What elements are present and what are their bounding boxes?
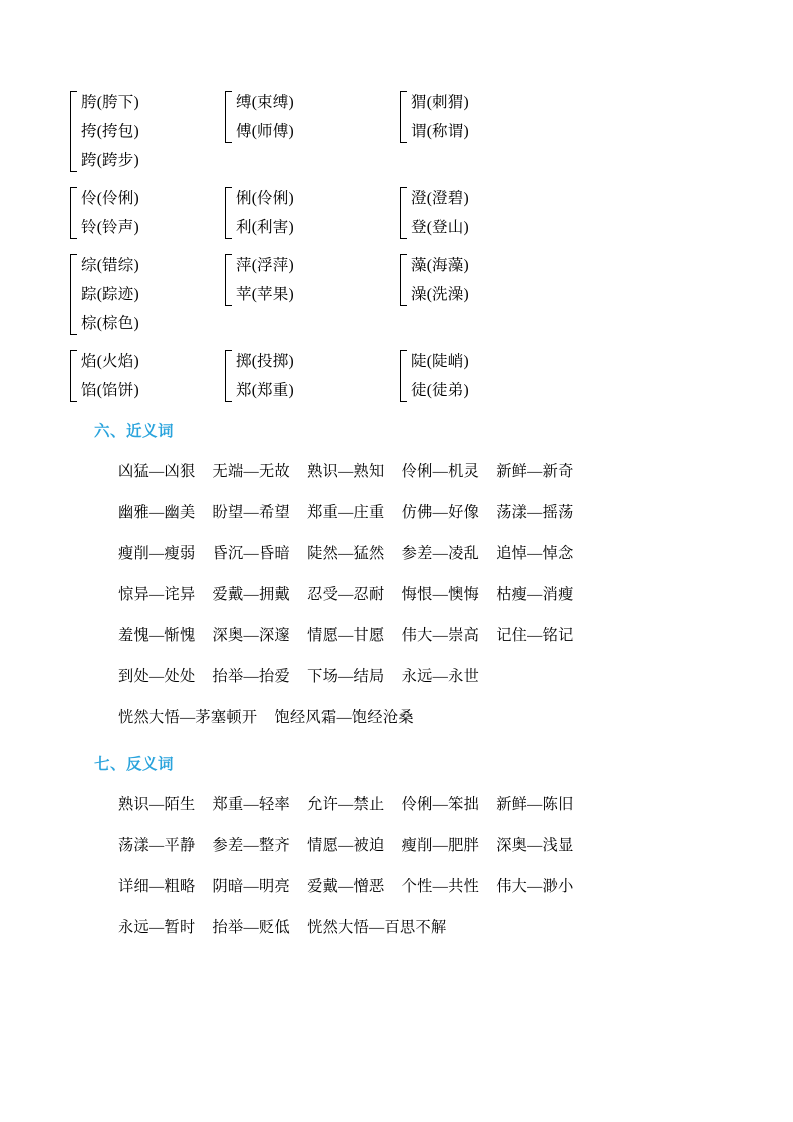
bracket-group (225, 88, 400, 146)
word-pair: 惊异—诧异 (118, 586, 196, 603)
brace-icon (400, 184, 408, 242)
word-line (118, 825, 723, 866)
word-pair: 爱戴—憎恶 (307, 878, 385, 895)
brace-item: 猬(刺猬) (411, 94, 469, 111)
brace-item-list (408, 88, 469, 146)
brace-icon (70, 88, 78, 175)
brace-item: 缚(束缚) (236, 94, 294, 111)
word-pair: 恍然大悟—茅塞顿开 (118, 709, 258, 726)
brace-icon (225, 184, 233, 242)
brace-item-list (78, 184, 139, 242)
word-pair: 凶猛—凶狠 (118, 463, 196, 480)
bracket-group (400, 347, 575, 405)
word-pair: 新鲜—新奇 (496, 463, 574, 480)
brace-item: 胯(胯下) (81, 94, 139, 111)
bracket-row (70, 251, 723, 338)
word-pair: 郑重—轻率 (212, 796, 290, 813)
brace-item: 郑(郑重) (236, 382, 294, 399)
word-pair: 永远—永世 (401, 668, 480, 685)
brace-item: 铃(铃声) (81, 219, 139, 236)
brace-icon (225, 88, 233, 146)
bracket-group (70, 347, 225, 405)
brace-item-list (408, 184, 469, 242)
brace-item: 俐(伶俐) (236, 190, 294, 207)
brace-item-list (233, 88, 294, 146)
antonyms-list (118, 784, 723, 948)
synonyms-list (118, 451, 723, 738)
word-pair: 荡漾—平静 (118, 837, 196, 854)
brace-icon (70, 184, 78, 242)
brace-item: 焰(火焰) (81, 353, 139, 370)
word-line (118, 451, 723, 492)
word-line (118, 615, 723, 656)
brace-item: 利(利害) (236, 219, 294, 236)
word-pair: 熟识—熟知 (307, 463, 385, 480)
brace-item: 登(登山) (411, 219, 469, 236)
word-pair: 幽雅—幽美 (118, 504, 196, 521)
brace-item-list (78, 88, 139, 175)
word-pair: 悔恨—懊悔 (401, 586, 480, 603)
word-line (118, 574, 723, 615)
word-pair: 盼望—希望 (212, 504, 290, 521)
brace-item-list (233, 251, 294, 309)
word-pair: 伶俐—机灵 (401, 463, 480, 480)
bracket-group (400, 88, 575, 146)
word-pair: 伟大—渺小 (496, 878, 574, 895)
word-pair: 荡漾—摇荡 (496, 504, 574, 521)
word-pair: 昏沉—昏暗 (212, 545, 290, 562)
brace-item: 跨(跨步) (81, 152, 139, 169)
word-pair: 记住—铭记 (496, 627, 574, 644)
page-bottom-space (70, 948, 723, 1098)
bracket-group (400, 251, 575, 309)
word-line (118, 492, 723, 533)
word-pair: 深奥—深邃 (212, 627, 290, 644)
brace-item: 挎(挎包) (81, 123, 139, 140)
word-pair: 个性—共性 (401, 878, 480, 895)
brace-item-list (233, 184, 294, 242)
brace-item: 谓(称谓) (411, 123, 469, 140)
word-pair: 陡然—猛然 (307, 545, 385, 562)
bracket-row (70, 347, 723, 405)
word-pair: 允许—禁止 (307, 796, 385, 813)
brace-icon (225, 347, 233, 405)
word-line (118, 784, 723, 825)
brace-item: 徒(徒弟) (411, 382, 469, 399)
brace-item: 藻(海藻) (411, 257, 469, 274)
brace-item-list (408, 251, 469, 309)
word-pair: 无端—无故 (212, 463, 290, 480)
brace-item: 陡(陡峭) (411, 353, 469, 370)
word-pair: 到处—处处 (118, 668, 196, 685)
bracket-group (70, 251, 225, 338)
brace-icon (400, 347, 408, 405)
brace-item: 傅(师傅) (236, 123, 294, 140)
bracket-row (70, 184, 723, 242)
word-pair: 抬举—抬爱 (212, 668, 290, 685)
word-pair: 熟识—陌生 (118, 796, 196, 813)
bracket-group (70, 88, 225, 175)
word-pair: 参差—整齐 (212, 837, 290, 854)
word-pair: 抬举—贬低 (212, 919, 290, 936)
word-line (118, 907, 723, 948)
word-pair: 仿佛—好像 (401, 504, 480, 521)
section-heading-antonyms: 七、反义词 (94, 756, 175, 773)
word-line (118, 533, 723, 574)
word-pair: 郑重—庄重 (307, 504, 385, 521)
word-pair: 瘦削—瘦弱 (118, 545, 196, 562)
brace-item-list (78, 347, 139, 405)
brace-item: 苹(苹果) (236, 286, 294, 303)
word-pair: 新鲜—陈旧 (496, 796, 574, 813)
bracket-row (70, 88, 723, 175)
word-pair: 深奥—浅显 (496, 837, 574, 854)
word-pair: 追悼—悼念 (496, 545, 574, 562)
brace-icon (225, 251, 233, 309)
word-line (118, 697, 723, 738)
brace-item-list (78, 251, 139, 338)
brace-item: 综(错综) (81, 257, 139, 274)
word-pair: 爱戴—拥戴 (212, 586, 290, 603)
brace-item-list (408, 347, 469, 405)
word-line (118, 866, 723, 907)
word-pair: 情愿—被迫 (307, 837, 385, 854)
word-pair: 忍受—忍耐 (307, 586, 385, 603)
word-pair: 瘦削—肥胖 (401, 837, 480, 854)
brace-item: 澡(洗澡) (411, 286, 469, 303)
similar-characters-section (70, 88, 723, 405)
word-pair: 阴暗—明亮 (212, 878, 290, 895)
word-pair: 恍然大悟—百思不解 (307, 919, 447, 936)
word-line (118, 656, 723, 697)
brace-item: 踪(踪迹) (81, 286, 139, 303)
bracket-group (400, 184, 575, 242)
brace-icon (70, 347, 78, 405)
brace-item: 馅(馅饼) (81, 382, 139, 399)
word-pair: 饱经风霜—饱经沧桑 (274, 709, 414, 726)
word-pair: 枯瘦—消瘦 (496, 586, 574, 603)
section-heading-synonyms: 六、近义词 (94, 423, 175, 440)
word-pair: 伟大—崇高 (401, 627, 480, 644)
word-pair: 下场—结局 (307, 668, 385, 685)
brace-icon (70, 251, 78, 338)
brace-icon (400, 88, 408, 146)
bracket-group (225, 347, 400, 405)
word-pair: 参差—凌乱 (401, 545, 480, 562)
brace-item: 伶(伶俐) (81, 190, 139, 207)
brace-icon (400, 251, 408, 309)
brace-item: 澄(澄碧) (411, 190, 469, 207)
word-pair: 伶俐—笨拙 (401, 796, 480, 813)
bracket-group (225, 251, 400, 309)
bracket-group (225, 184, 400, 242)
word-pair: 永远—暂时 (118, 919, 196, 936)
brace-item: 掷(投掷) (236, 353, 294, 370)
brace-item: 萍(浮萍) (236, 257, 294, 274)
word-pair: 详细—粗略 (118, 878, 196, 895)
brace-item-list (233, 347, 294, 405)
brace-item: 棕(棕色) (81, 315, 139, 332)
bracket-group (70, 184, 225, 242)
word-pair: 羞愧—惭愧 (118, 627, 196, 644)
word-pair: 情愿—甘愿 (307, 627, 385, 644)
